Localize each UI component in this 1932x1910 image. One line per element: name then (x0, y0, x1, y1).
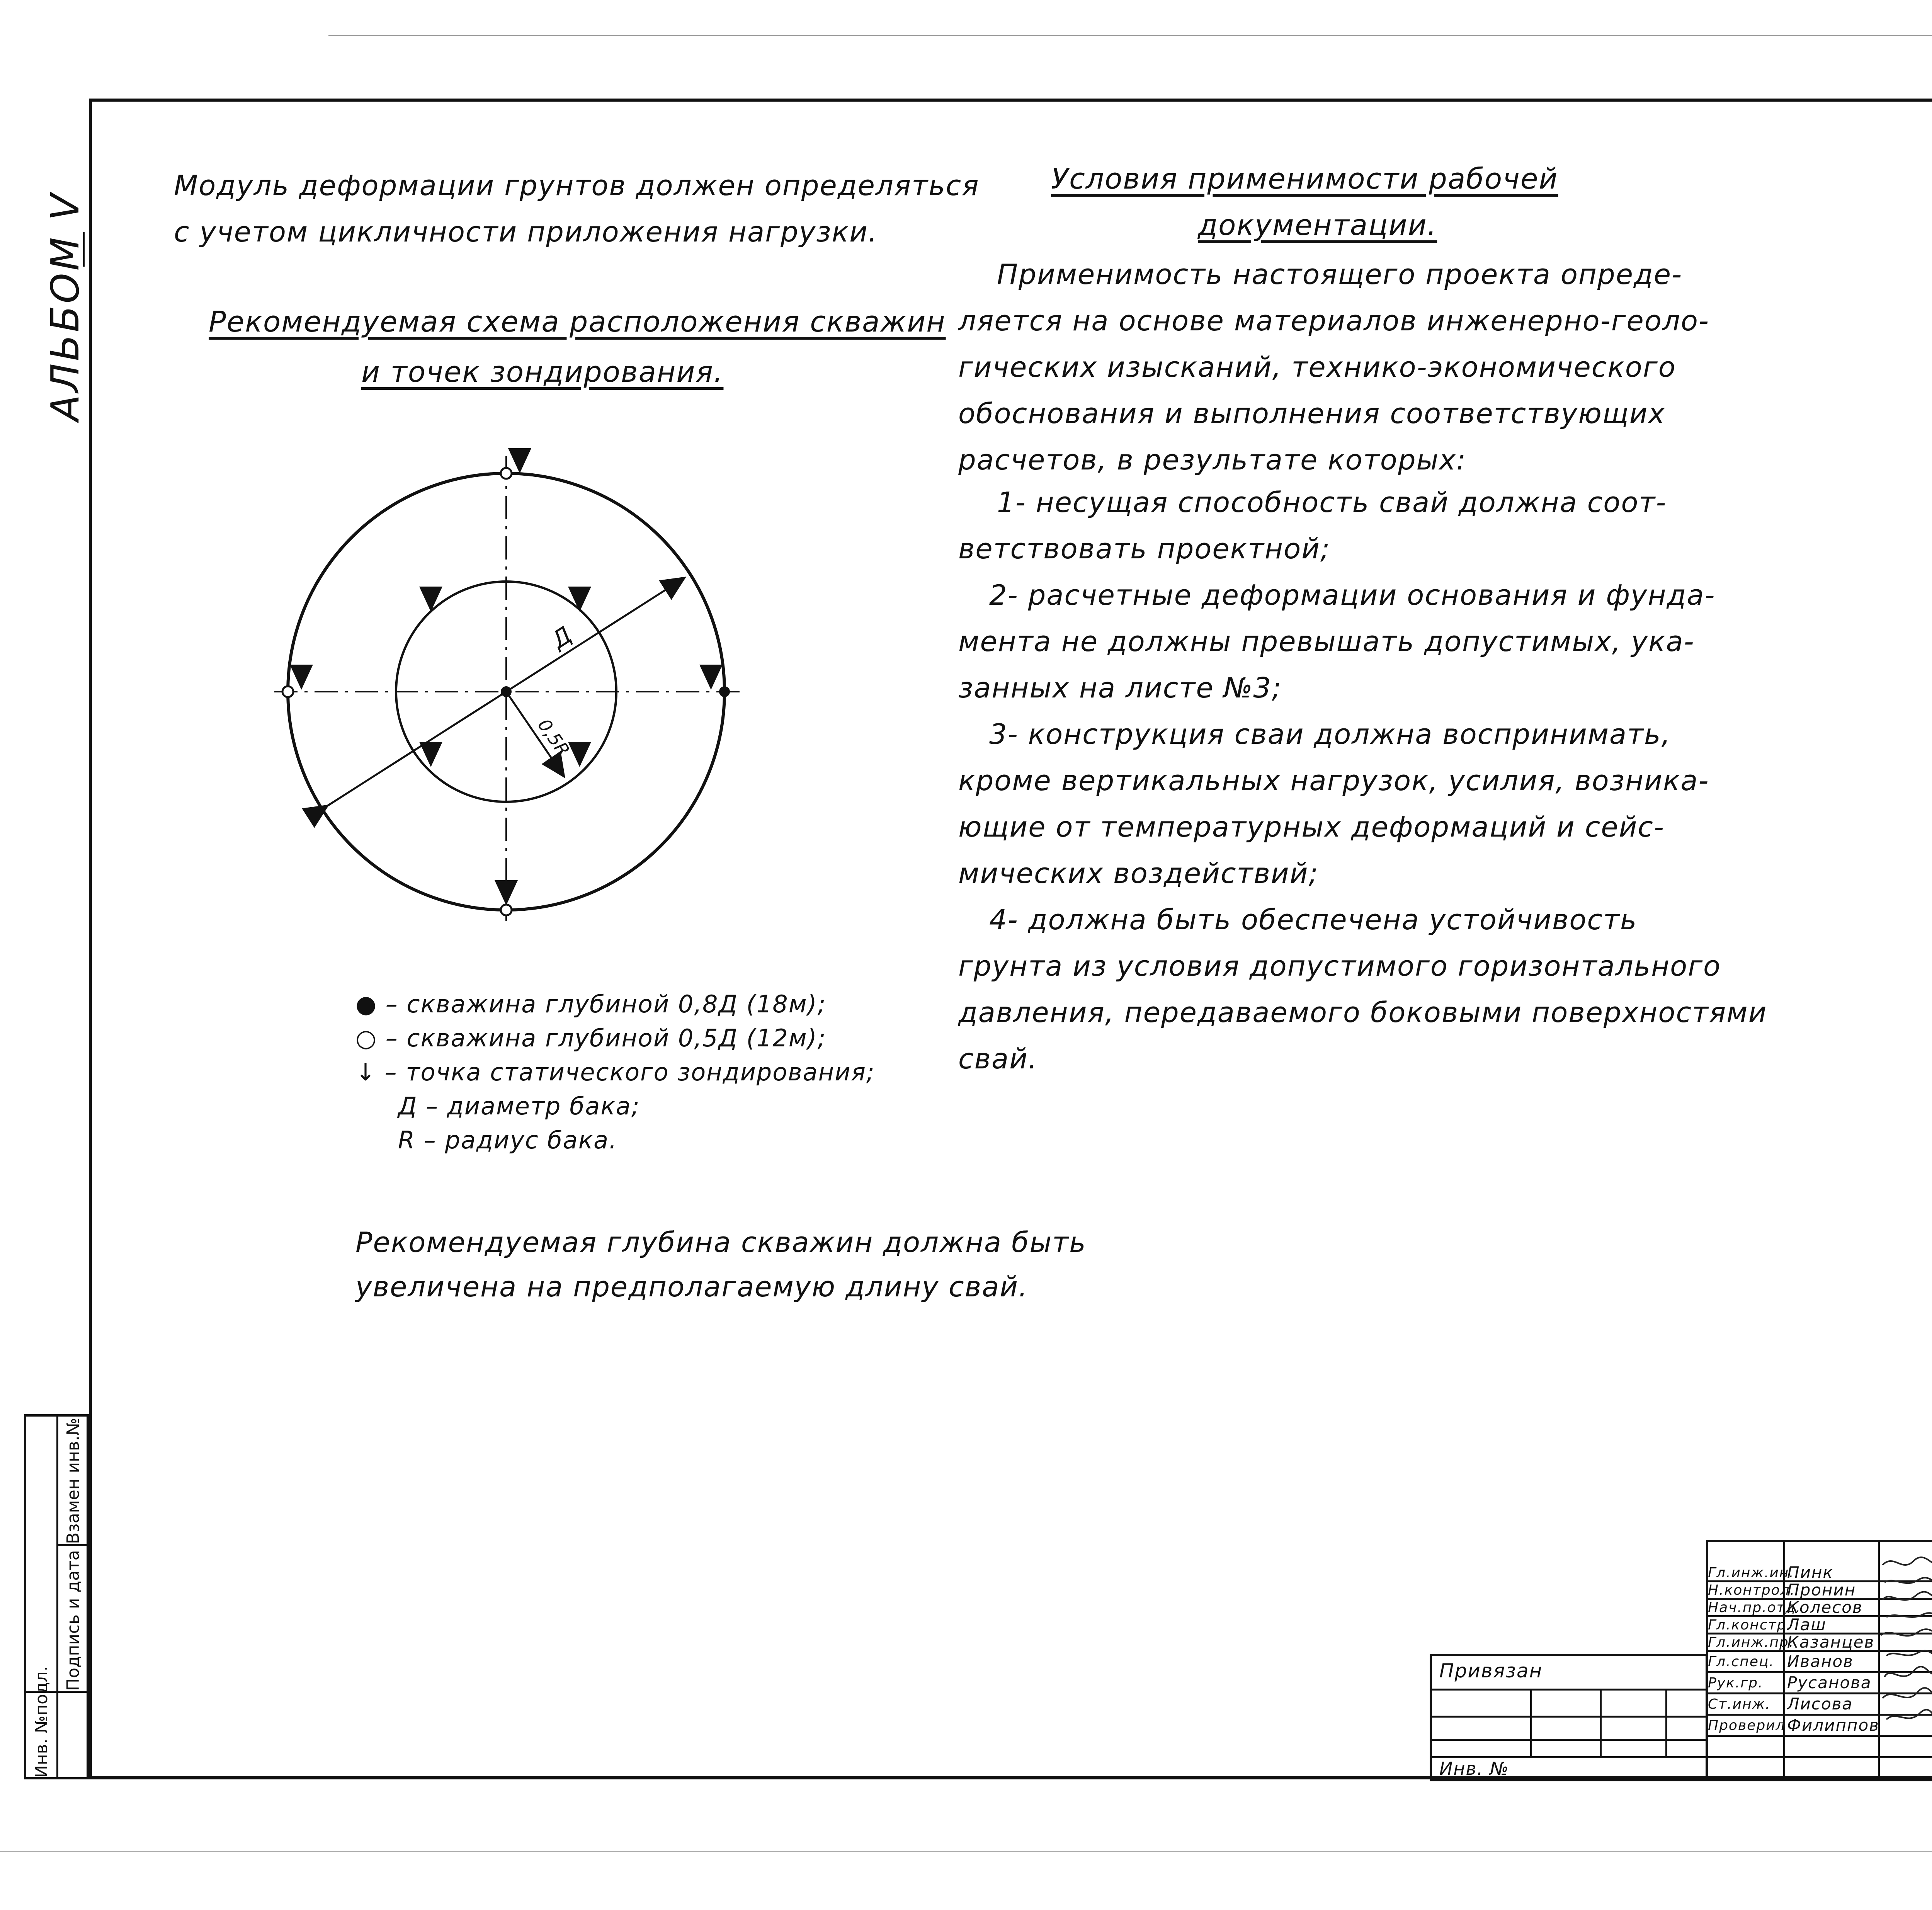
name-cell: Иванов (1787, 1652, 1854, 1671)
conditions-line: мических воздействий; (958, 857, 1319, 890)
legend-item-sounding: ↓ – точка статического зондирования; (355, 1058, 875, 1086)
deep-borehole-center (501, 686, 512, 697)
album-label: АЛЬБОМ V (43, 192, 88, 421)
name-cell: Русанова (1787, 1673, 1872, 1692)
strip-inv-label: Инв. №подл. (32, 1666, 51, 1778)
strip-replace-label: Взамен инв.№ (63, 1418, 83, 1544)
deep-borehole-right (719, 686, 730, 697)
conditions-line: грунта из условия допустимого горизонтального (958, 950, 1721, 982)
name-cell: Казанцев (1787, 1633, 1875, 1651)
signature-mark (1886, 1651, 1932, 1656)
conditions-line: 2- расчетные деформации основания и фунда- (989, 579, 1716, 611)
conditions-title-line-2: документации. (1198, 209, 1437, 242)
signature-mark (1884, 1578, 1932, 1583)
strip-signature-label: Подпись и дата (63, 1550, 83, 1691)
conditions-line: занных на листе №3; (958, 672, 1282, 704)
conditions-line: 3- конструкция сваи должна воспринимать, (989, 718, 1671, 750)
shallow-borehole-top (501, 468, 512, 479)
role-cell: Гл.инж.ин. (1708, 1565, 1794, 1581)
bottom-scan-line (0, 1851, 1932, 1852)
borehole-scheme-diagram (270, 425, 753, 951)
top-scan-line (328, 35, 1932, 36)
name-cell: Пинк (1787, 1563, 1833, 1582)
inv-label: Инв. № (1439, 1758, 1509, 1779)
conditions-line: Применимость настоящего проекта опреде- (997, 258, 1683, 291)
conditions-line: 4- должна быть обеспечена устойчивость (989, 903, 1638, 936)
shallow-borehole-bottom (501, 905, 512, 915)
binding-col-line (1530, 1689, 1532, 1756)
name-cell: Лаш (1787, 1615, 1827, 1634)
legend-item-shallow: ○ – скважина глубиной 0,5Д (12м); (355, 1024, 827, 1052)
album-mark-line (83, 232, 85, 267)
binding-col-line (1600, 1689, 1602, 1756)
strip-divider (56, 1417, 58, 1777)
strip-cell-line (56, 1544, 89, 1546)
signature-mark (1883, 1592, 1932, 1600)
conditions-line: обоснования и выполнения соответствующих (958, 397, 1666, 430)
left-stamp-strip (24, 1414, 89, 1779)
conditions-line: 1- несущая способность свай должна соот- (997, 486, 1667, 519)
shallow-borehole-left (282, 686, 293, 697)
role-cell: Нач.пр.отд. (1708, 1600, 1801, 1616)
conditions-line: расчетов, в результате которых: (958, 444, 1467, 476)
intro-line-1: Модуль деформации грунтов должен определяться (174, 169, 980, 202)
conditions-line: ветствовать проектной; (958, 532, 1331, 565)
role-cell: Ст.инж. (1708, 1696, 1771, 1712)
conditions-line: гических изысканий, технико-экономического (958, 351, 1676, 383)
name-cell: Пронин (1787, 1580, 1856, 1599)
signatures (1879, 1549, 1932, 1758)
conditions-line: ющие от температурных деформаций и сейс- (958, 811, 1665, 843)
role-cell: Проверил (1708, 1718, 1786, 1733)
legend-item-radius: R – радиус бака. (398, 1126, 617, 1154)
intro-line-2: с учетом цикличности приложения нагрузки. (174, 216, 878, 248)
signature-mark (1883, 1688, 1932, 1698)
scheme-title-line-2: и точек зондирования. (361, 355, 724, 389)
signature-mark (1883, 1557, 1932, 1565)
role-cell: Гл.констр. (1708, 1617, 1792, 1633)
strip-cell-line (26, 1691, 89, 1693)
name-cell: Филиппов (1787, 1716, 1879, 1735)
diameter-label: Д (547, 621, 577, 654)
conditions-line: кроме вертикальных нагрузок, усилия, возника- (958, 764, 1709, 797)
name-cell: Лисова (1787, 1694, 1853, 1713)
depth-note-line-2: увеличена на предполагаемую длину свай. (355, 1270, 1028, 1303)
signature-mark (1884, 1667, 1932, 1677)
role-cell: Рук.гр. (1708, 1675, 1764, 1691)
signature-mark (1881, 1629, 1932, 1636)
name-cell: Колесов (1787, 1598, 1863, 1617)
signature-mark (1886, 1613, 1932, 1617)
conditions-line: давления, передаваемого боковыми поверхностями (958, 996, 1767, 1029)
depth-note-line-1: Рекомендуемая глубина скважин должна быть (355, 1226, 1087, 1259)
role-cell: Гл.спец. (1708, 1654, 1774, 1670)
conditions-line: мента не должны превышать допустимых, ука- (958, 625, 1695, 658)
role-cell: Гл.инж.пр. (1708, 1634, 1794, 1650)
binding-col-line (1665, 1689, 1667, 1756)
conditions-line: ляется на основе материалов инженерно-геоло- (958, 304, 1709, 337)
signature-mark (1886, 1710, 1932, 1720)
role-cell: Н.контрол. (1708, 1582, 1796, 1598)
radius-label: 0,5R (533, 715, 574, 760)
conditions-title-line-1: Условия применимости рабочей (1051, 162, 1558, 196)
conditions-line: свай. (958, 1043, 1038, 1075)
legend-item-deep: ● – скважина глубиной 0,8Д (18м); (355, 990, 827, 1018)
binding-label: Привязан (1439, 1660, 1543, 1682)
scheme-title-line-1: Рекомендуемая схема расположения скважин (209, 305, 946, 338)
legend-item-diameter: Д – диаметр бака; (398, 1092, 640, 1120)
